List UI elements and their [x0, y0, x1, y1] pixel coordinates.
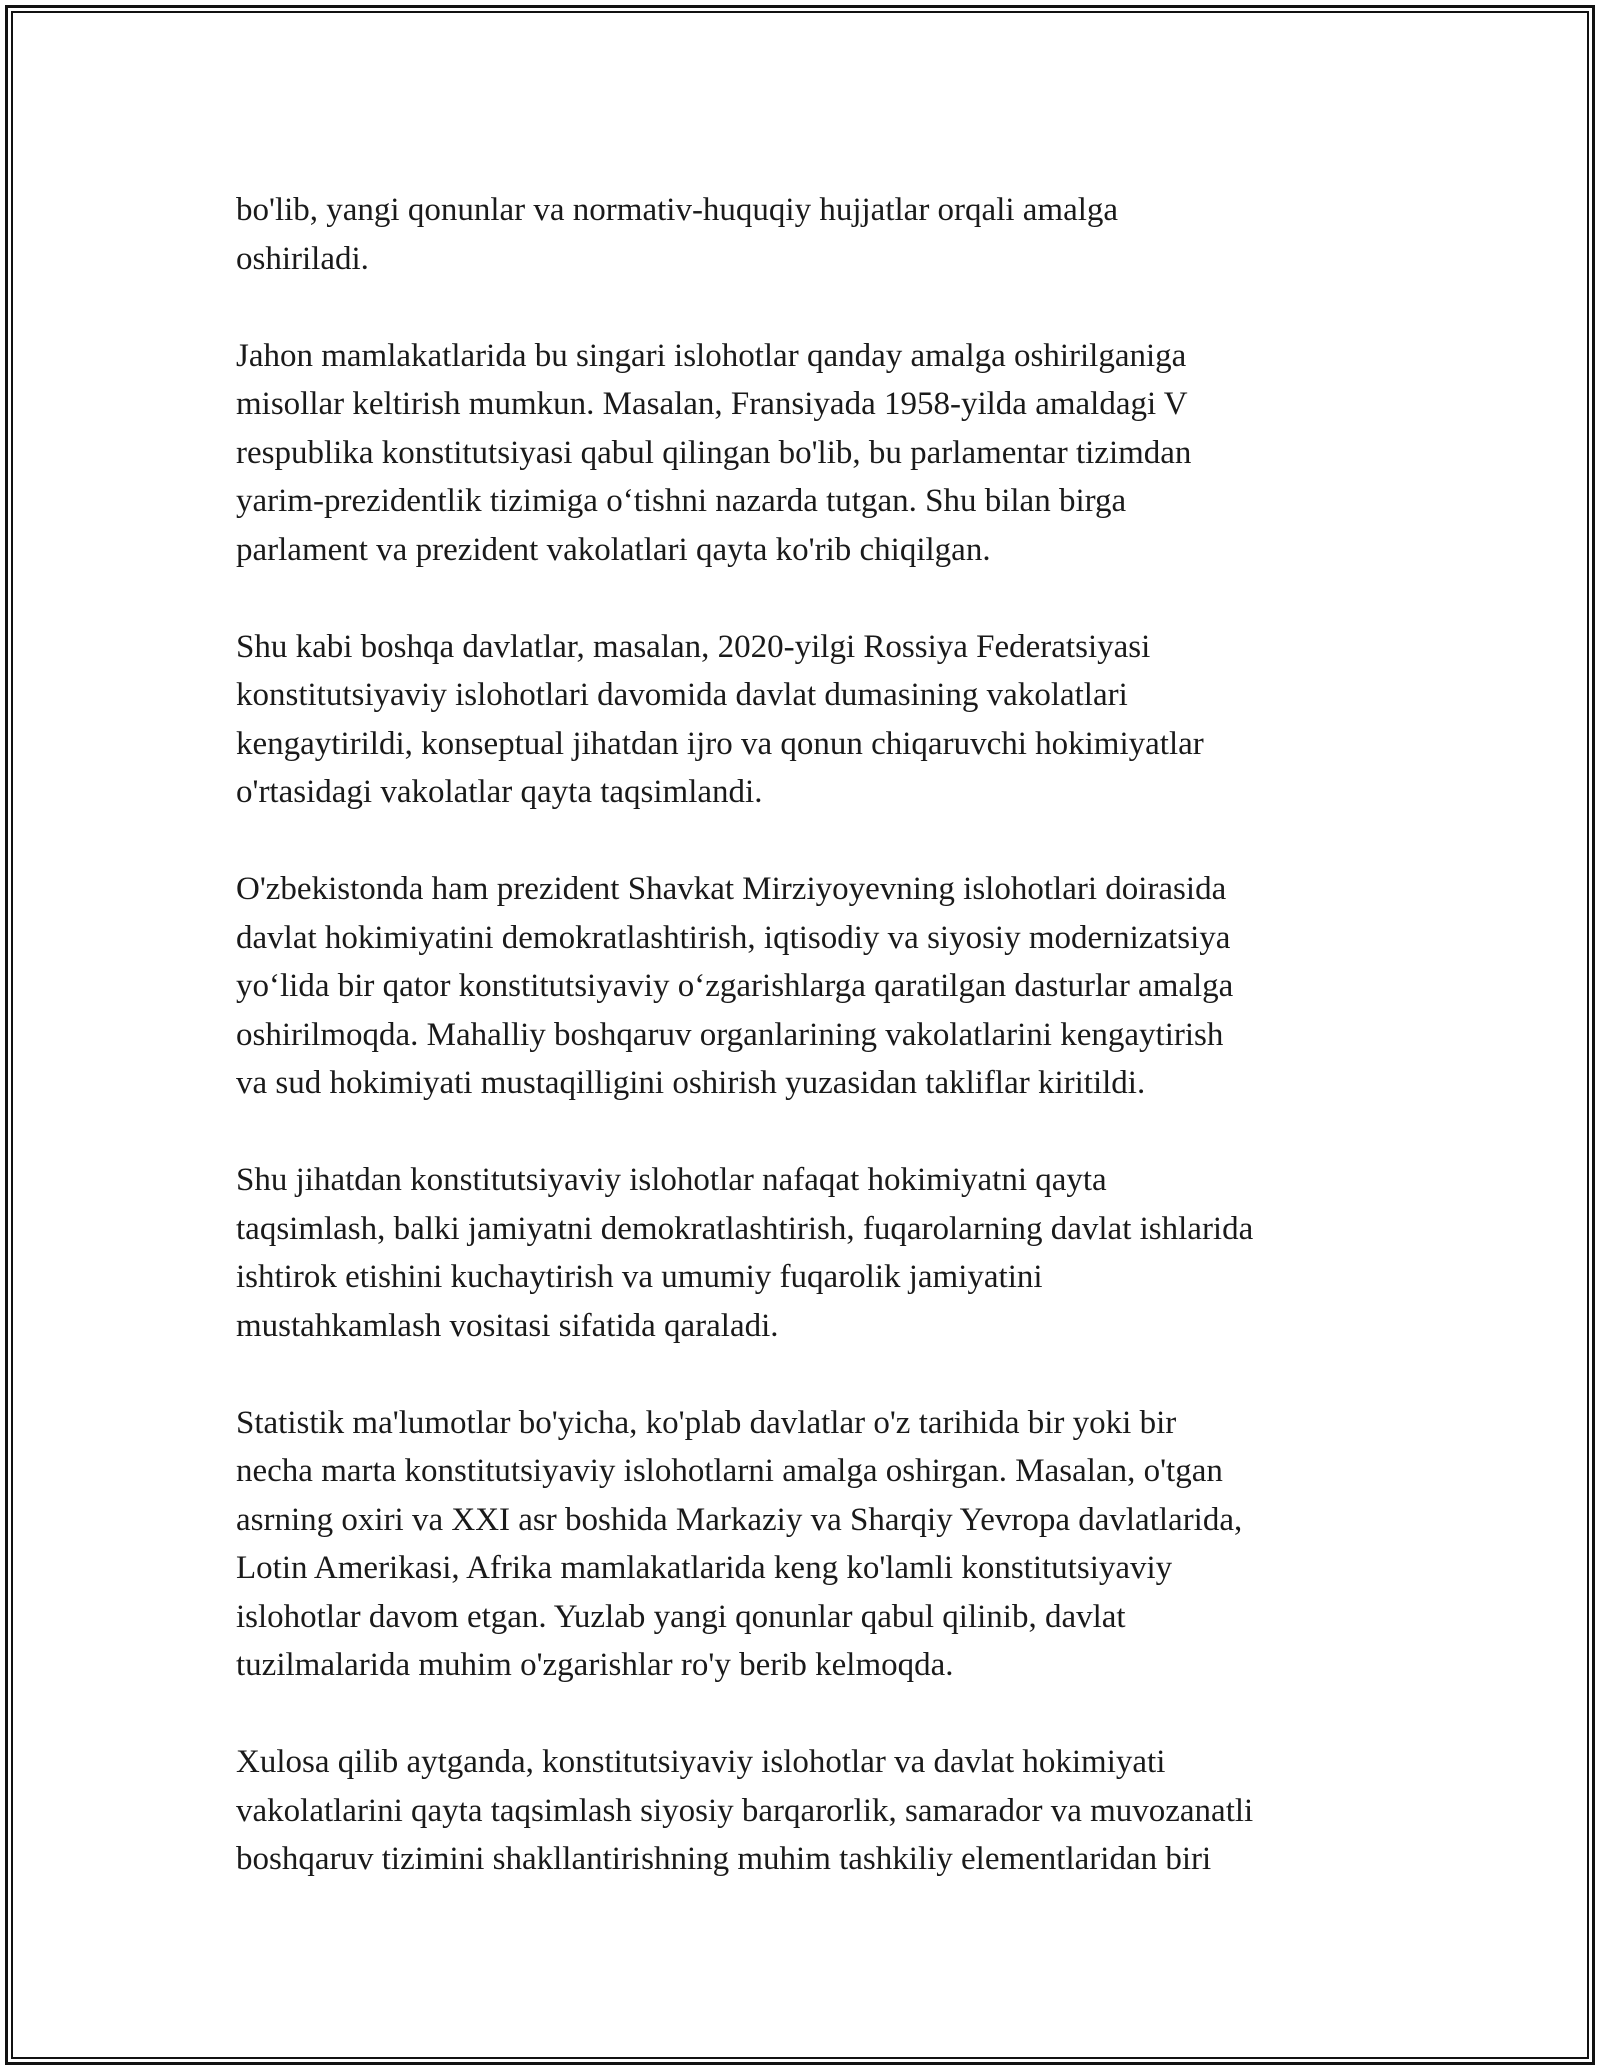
paragraph-conclusion: Xulosa qilib aytganda, konstitutsiyaviy islohotlar va davlat hokimiyati vakolatlarini qayta taqsimlash siyosiy barqarorlik, samarador va muvozanatli boshqaruv tizimini shakllantirishning muhim tashkiliy elementlaridan biri	[236, 1744, 1254, 1877]
paragraph-uzbekistan-reforms: O'zbekistonda ham prezident Shavkat Mirziyoyevning islohotlari doirasida davlat hokimiyatini demokratlashtirish, iqtisodiy va siyosiy modernizatsiya yo‘lida bir qator konstitutsiyaviy o‘zgarishlarga qaratilgan dasturlar amalga oshirilmoqda. Mahalliy boshqaruv organlarining vakolatlarini kengaytirish va sud hokimiyati mustaqilligini oshirish yuzasidan takliflar kiritildi.	[236, 871, 1234, 1101]
paragraph-statistics: Statistik ma'lumotlar bo'yicha, ko'plab davlatlar o'z tarihida bir yoki bir necha marta konstitutsiyaviy islohotlarni amalga oshirgan. Masalan, o'tgan asrning oxiri va XXI asr boshida Markaziy va Sharqiy Yevropa davlatlarida, Lotin Amerikasi, Afrika mamlakatlarida keng ko'lamli konstitutsiyaviy islohotlar davom etgan. Yuzlab yangi qonunlar qabul qilinib, davlat tuzilmalarida muhim o'zgarishlar ro'y berib kelmoqda.	[236, 1404, 1243, 1683]
document-body	[236, 186, 1376, 1884]
paragraph-russia-example: Shu kabi boshqa davlatlar, masalan, 2020-yilgi Rossiya Federatsiyasi konstitutsiyaviy islohotlari davomida davlat dumasining vakolatlari kengaytirildi, konseptual jihatdan ijro va qonun chiqaruvchi hokimiyatlar o'rtasidagi vakolatlar qayta taqsimlandi.	[236, 628, 1204, 810]
paragraph-france-example: Jahon mamlakatlarida bu singari islohotlar qanday amalga oshirilganiga misollar keltirish mumkun. Masalan, Fransiyada 1958-yilda amaldagi V respublika konstitutsiyasi qabul qilingan bo'lib, bu parlamentar tizimdan yarim-prezidentlik tizimiga o‘tishni nazarda tutgan. Shu bilan birga parlament va prezident vakolatlari qayta ko'rib chiqilgan.	[236, 337, 1192, 568]
paragraph-democratization: Shu jihatdan konstitutsiyaviy islohotlar nafaqat hokimiyatni qayta taqsimlash, balki jamiyatni demokratlashtirish, fuqarolarning davlat ishlarida ishtirok etishini kuchaytirish va umumiy fuqarolik jamiyatini mustahkamlash vositasi sifatida qaraladi.	[236, 1162, 1254, 1344]
paragraph-continuation: bo'lib, yangi qonunlar va normativ-huquqiy hujjatlar orqali amalga oshiriladi.	[236, 192, 1119, 277]
